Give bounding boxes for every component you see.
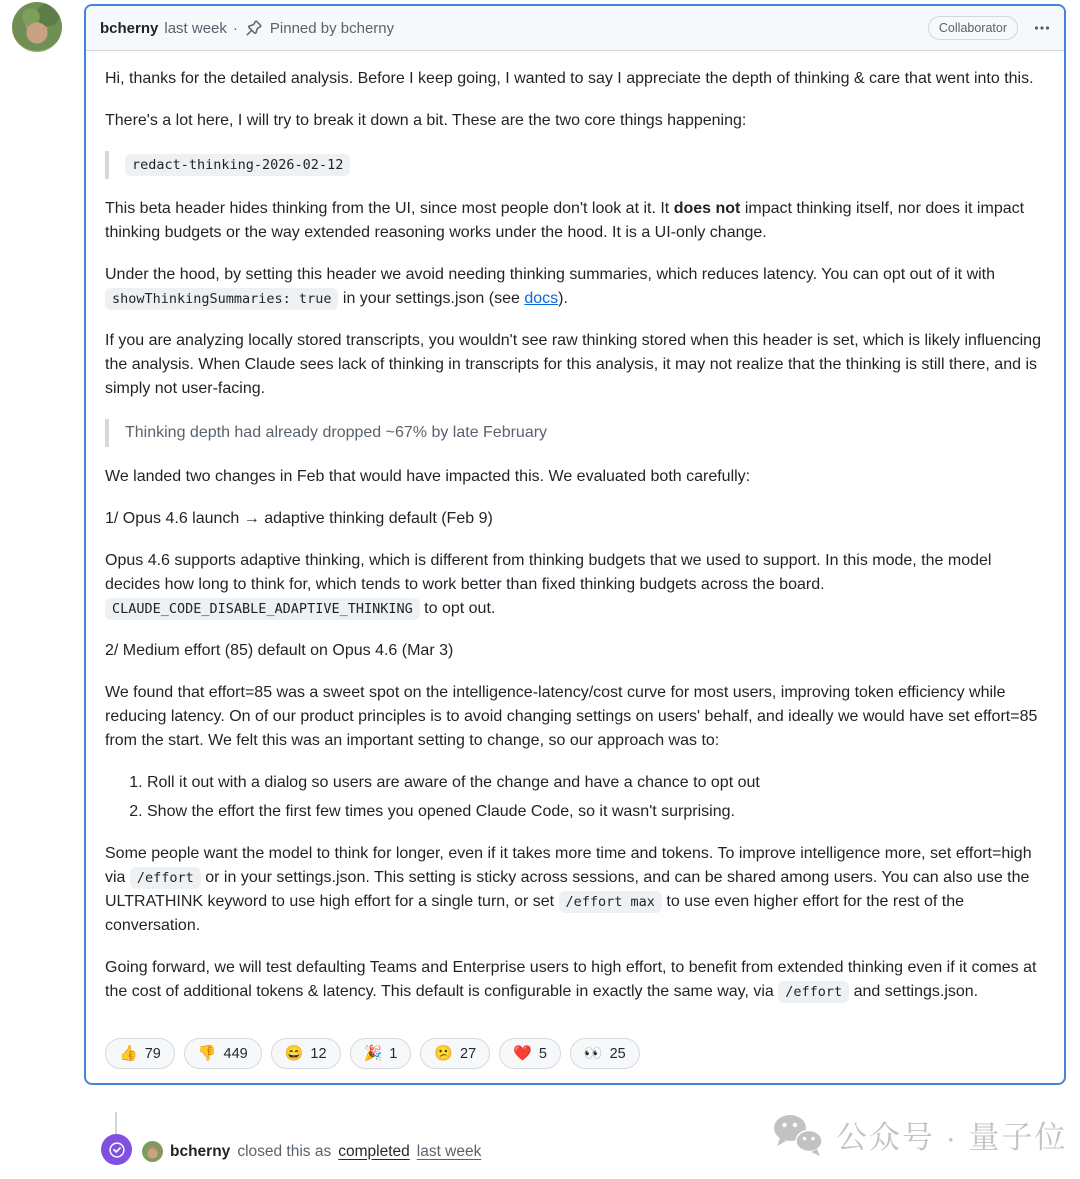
rollout-steps-list — [105, 771, 1045, 824]
reaction-button[interactable] — [570, 1038, 640, 1069]
watermark — [772, 1112, 1068, 1157]
reaction-button[interactable] — [499, 1038, 561, 1069]
text-segment: impact thinking itself, nor does it impact thinking budgets or the way extended reasoning works under the hood. It is a UI-only change. — [105, 200, 1025, 241]
comment-header — [86, 6, 1064, 51]
header-separator: · — [232, 19, 238, 37]
comment-blockquote — [105, 151, 1045, 179]
text-segment: Under the hood, by setting this header we avoid needing thinking summaries, which reduces latency. You can opt out of it with — [105, 266, 996, 283]
author-avatar[interactable] — [12, 2, 62, 52]
reaction-emoji-icon: 👎 — [197, 1045, 217, 1062]
footer-action: closed this as — [237, 1142, 332, 1160]
collaborator-badge: Collaborator — [928, 16, 1018, 40]
pin-icon — [246, 20, 262, 36]
text-segment: Show the effort the first few times you opened Claude Code, so it wasn't surprising. — [147, 803, 735, 820]
text-segment: does not — [673, 200, 741, 217]
pinned-comment — [84, 4, 1066, 1085]
reaction-button[interactable] — [271, 1038, 341, 1069]
footer-avatar[interactable] — [142, 1141, 163, 1162]
inline-code: CLAUDE_CODE_DISABLE_ADAPTIVE_THINKING — [105, 598, 420, 620]
inline-code: /effort max — [559, 891, 662, 913]
reaction-count: 5 — [538, 1045, 547, 1062]
comment-paragraph — [105, 507, 1045, 531]
comment-paragraph — [105, 842, 1045, 938]
reaction-emoji-icon: 🎉 — [363, 1045, 383, 1062]
reaction-count: 1 — [389, 1045, 398, 1062]
issue-closed-icon — [101, 1134, 132, 1165]
inline-code: /effort — [778, 981, 849, 1003]
reaction-emoji-icon: 👍 — [119, 1045, 138, 1062]
list-item — [147, 800, 1045, 824]
list-item — [147, 771, 1045, 795]
footer-time[interactable]: last week — [416, 1142, 482, 1160]
text-segment: If you are analyzing locally stored transcripts, you wouldn't see raw thinking stored when this header is set, which is likely influencing the analysis. When Claude sees lack of thinking in transcripts for this analysis, it may not realize that the thinking is still there, and is simply not user-facing. — [105, 332, 1041, 397]
text-segment: We found that effort=85 was a sweet spot on the intelligence-latency/cost curve for most users, improving token efficiency while reducing latency. On of our product principles is to avoid changing settings on users' behalf, and ideally we would have set effort=85 from the start. We felt this was an important setting to change, so our approach was to: — [105, 684, 1038, 749]
watermark-text: 公众号 · 量子位 — [836, 1120, 1068, 1155]
text-segment: Opus 4.6 supports adaptive thinking, which is different from thinking budgets that we used to support. In this mode, the model decides how long to think for, which tends to work better than fixed thinking budgets across the board. — [105, 552, 992, 593]
comment-author[interactable]: bcherny — [100, 19, 159, 37]
reaction-count: 449 — [223, 1045, 248, 1062]
wechat-icon — [772, 1113, 824, 1157]
comment-paragraph — [105, 549, 1045, 621]
inline-code: showThinkingSummaries: true — [105, 288, 338, 310]
comment-timestamp[interactable]: last week — [164, 19, 227, 37]
text-segment: Going forward, we will test defaulting Teams and Enterprise users to high effort, to benefit from extended thinking even if it comes at the cost of additional tokens & latency. This default is configurable in exactly the same way, via — [105, 959, 1037, 1000]
comment-paragraph — [105, 109, 1045, 133]
reaction-button[interactable] — [184, 1038, 262, 1069]
text-segment: 2/ Medium effort (85) default on Opus 4.6 (Mar 3) — [105, 642, 454, 659]
comment-paragraph — [105, 639, 1045, 663]
text-segment: This beta header hides thinking from the UI, since most people don't look at it. It — [105, 200, 674, 217]
kebab-menu-icon[interactable] — [1034, 20, 1050, 36]
inline-code: redact-thinking-2026-02-12 — [125, 154, 350, 176]
reaction-count: 27 — [460, 1045, 477, 1062]
comment-paragraph — [105, 67, 1045, 91]
text-segment: Thinking depth had already dropped ~67% by late February — [125, 424, 548, 441]
pinned-label: Pinned by bcherny — [269, 19, 395, 37]
text-segment: We landed two changes in Feb that would have impacted this. We evaluated both carefully: — [105, 468, 751, 485]
text-segment: There's a lot here, I will try to break it down a bit. These are the two core things happening: — [105, 112, 747, 129]
text-segment: and settings.json. — [849, 983, 979, 1000]
comment-paragraph — [105, 465, 1045, 489]
reaction-count: 12 — [310, 1045, 327, 1062]
comment-paragraph — [105, 329, 1045, 401]
docs-link[interactable]: docs — [524, 290, 559, 307]
text-segment: to use even higher effort for the rest of the conversation. — [105, 893, 965, 934]
text-segment: 1/ Opus 4.6 launch → adaptive thinking default (Feb 9) — [105, 510, 493, 527]
text-segment: in your settings.json (see — [338, 290, 525, 307]
closed-event — [142, 1141, 481, 1162]
footer-state[interactable]: completed — [338, 1142, 410, 1160]
reaction-emoji-icon: 👀 — [583, 1045, 603, 1062]
comment-paragraph — [105, 681, 1045, 753]
comment-body — [86, 51, 1064, 1032]
reaction-button[interactable] — [350, 1038, 412, 1069]
reaction-emoji-icon: 😕 — [434, 1045, 453, 1062]
comment-paragraph — [105, 956, 1045, 1004]
text-segment: Some people want the model to think for longer, even if it takes more time and tokens. To improve intelligence more, set effort=high via — [105, 845, 1032, 886]
text-segment: to opt out. — [419, 600, 496, 617]
reaction-button[interactable] — [420, 1038, 490, 1069]
comment-paragraph — [105, 263, 1045, 311]
text-segment: or in your settings.json. This setting is sticky across sessions, and can be shared among users. You can also use the ULTRATHINK keyword to use high effort for a single turn, or set — [105, 869, 1030, 910]
timeline-connector — [115, 1112, 117, 1136]
comment-paragraph — [105, 197, 1045, 245]
reaction-count: 25 — [609, 1045, 626, 1062]
reaction-emoji-icon: 😄 — [284, 1045, 304, 1062]
footer-actor[interactable]: bcherny — [170, 1142, 231, 1160]
reaction-button[interactable] — [105, 1038, 175, 1069]
text-segment: ). — [558, 290, 568, 307]
text-segment: Hi, thanks for the detailed analysis. Before I keep going, I wanted to say I appreciate the depth of thinking & care that went into this. — [105, 70, 1034, 87]
reaction-count: 79 — [144, 1045, 161, 1062]
reaction-bar — [86, 1032, 1064, 1083]
comment-blockquote — [105, 419, 1045, 447]
reaction-emoji-icon: ❤️ — [513, 1045, 532, 1062]
text-segment: Roll it out with a dialog so users are aware of the change and have a chance to opt out — [147, 774, 760, 791]
inline-code: /effort — [130, 867, 201, 889]
